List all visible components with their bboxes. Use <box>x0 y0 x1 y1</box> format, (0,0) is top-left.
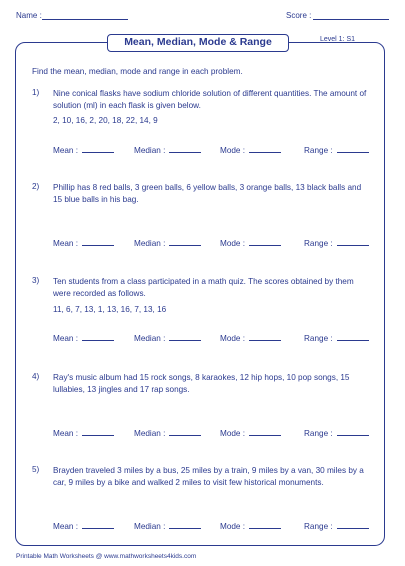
range-blank[interactable] <box>337 332 369 341</box>
median-answer[interactable] <box>134 144 201 155</box>
median-blank[interactable] <box>169 144 201 153</box>
median-blank[interactable] <box>169 427 201 436</box>
mode-label: Mode : <box>220 146 246 155</box>
problem-number: 5) <box>32 465 40 474</box>
mean-label: Mean : <box>53 522 79 531</box>
range-label: Range : <box>304 334 333 343</box>
median-label: Median : <box>134 522 166 531</box>
median-blank[interactable] <box>169 332 201 341</box>
mode-answer[interactable] <box>220 237 281 248</box>
median-answer[interactable] <box>134 332 201 343</box>
mode-blank[interactable] <box>249 144 281 153</box>
median-answer[interactable] <box>134 427 201 438</box>
mean-blank[interactable] <box>82 332 114 341</box>
mode-answer[interactable] <box>220 427 281 438</box>
score-field[interactable] <box>313 19 389 20</box>
median-answer[interactable] <box>134 520 201 531</box>
problem-text: Phillip has 8 red balls, 3 green balls, 6 yellow balls, 3 orange balls, 13 black balls and 15 blue balls in his bag. <box>53 183 362 204</box>
problem-number: 3) <box>32 276 40 285</box>
mode-label: Mode : <box>220 522 246 531</box>
mean-answer[interactable] <box>53 144 114 155</box>
median-answer[interactable] <box>134 237 201 248</box>
problem-text: Nine conical flasks have sodium chloride solution of different quantities. The amount of solution (ml) in each flask is given below. <box>53 89 367 110</box>
worksheet-title: Mean, Median, Mode & Range <box>107 34 289 52</box>
mean-label: Mean : <box>53 239 79 248</box>
range-label: Range : <box>304 522 333 531</box>
range-label: Range : <box>304 239 333 248</box>
problem-number: 1) <box>32 88 40 97</box>
median-blank[interactable] <box>169 520 201 529</box>
mean-blank[interactable] <box>82 520 114 529</box>
name-label: Name : <box>16 11 42 20</box>
instructions: Find the mean, median, mode and range in each problem. <box>32 67 243 76</box>
mode-blank[interactable] <box>249 427 281 436</box>
median-blank[interactable] <box>169 237 201 246</box>
level-indicator: Level 1: S1 <box>320 36 356 43</box>
range-blank[interactable] <box>337 144 369 153</box>
range-answer[interactable] <box>304 520 369 531</box>
mean-label: Mean : <box>53 146 79 155</box>
mean-blank[interactable] <box>82 237 114 246</box>
range-blank[interactable] <box>337 237 369 246</box>
range-label: Range : <box>304 146 333 155</box>
mean-answer[interactable] <box>53 427 114 438</box>
mode-answer[interactable] <box>220 332 281 343</box>
range-answer[interactable] <box>304 144 369 155</box>
range-blank[interactable] <box>337 520 369 529</box>
problem-number: 4) <box>32 372 40 381</box>
mean-answer[interactable] <box>53 520 114 531</box>
mode-blank[interactable] <box>249 520 281 529</box>
problem-text: Brayden traveled 3 miles by a bus, 25 miles by a train, 9 miles by a van, 30 miles by a car, 9 miles by a bike and walked 2 miles to visit few historical monuments. <box>53 466 364 487</box>
mode-answer[interactable] <box>220 144 281 155</box>
mode-blank[interactable] <box>249 332 281 341</box>
problem-values: 11, 6, 7, 13, 1, 13, 16, 7, 13, 16 <box>53 305 167 314</box>
median-label: Median : <box>134 334 166 343</box>
problem-text: Ray's music album had 15 rock songs, 8 karaokes, 12 hip hops, 10 pop songs, 15 lullabies, 13 jingles and 17 rap songs. <box>53 373 350 394</box>
mean-label: Mean : <box>53 334 79 343</box>
mean-answer[interactable] <box>53 237 114 248</box>
mean-blank[interactable] <box>82 144 114 153</box>
mode-label: Mode : <box>220 334 246 343</box>
footer-credit: Printable Math Worksheets @ www.mathworksheets4kids.com <box>16 553 197 560</box>
median-label: Median : <box>134 239 166 248</box>
score-label: Score : <box>286 11 312 20</box>
problem-number: 2) <box>32 182 40 191</box>
range-blank[interactable] <box>337 427 369 436</box>
median-label: Median : <box>134 429 166 438</box>
mode-blank[interactable] <box>249 237 281 246</box>
name-field[interactable] <box>42 19 128 20</box>
mean-label: Mean : <box>53 429 79 438</box>
mean-blank[interactable] <box>82 427 114 436</box>
median-label: Median : <box>134 146 166 155</box>
mode-label: Mode : <box>220 429 246 438</box>
range-label: Range : <box>304 429 333 438</box>
problem-values: 2, 10, 16, 2, 20, 18, 22, 14, 9 <box>53 116 158 125</box>
mode-answer[interactable] <box>220 520 281 531</box>
problem-text: Ten students from a class participated in a math quiz. The scores obtained by them were recorded as follows. <box>53 277 354 298</box>
range-answer[interactable] <box>304 237 369 248</box>
range-answer[interactable] <box>304 332 369 343</box>
mean-answer[interactable] <box>53 332 114 343</box>
mode-label: Mode : <box>220 239 246 248</box>
range-answer[interactable] <box>304 427 369 438</box>
